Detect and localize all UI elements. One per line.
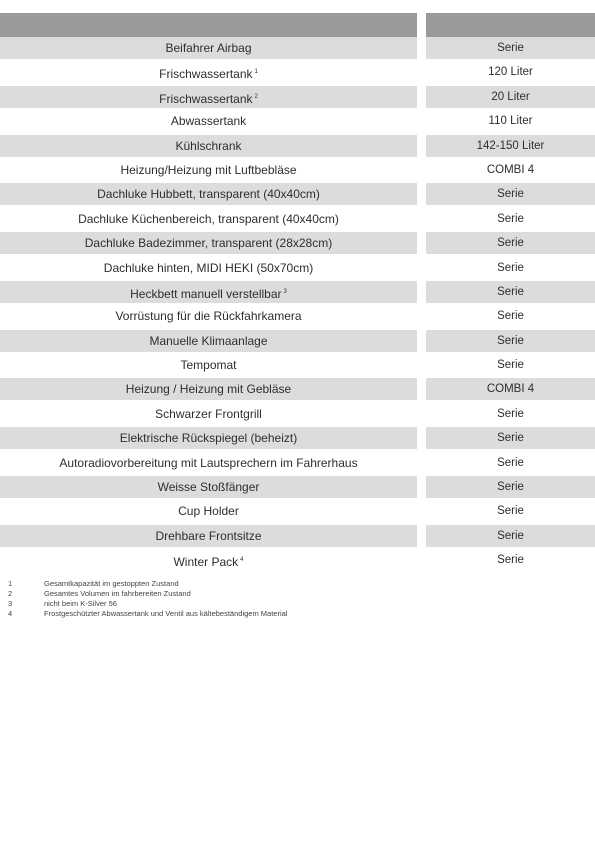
feature-label-text: Vorrüstung für die Rückfahrkamera xyxy=(115,309,302,324)
feature-label xyxy=(0,378,417,400)
table-row xyxy=(0,135,595,159)
table-row xyxy=(0,403,595,427)
feature-value: Serie xyxy=(497,554,524,567)
table-row xyxy=(0,61,595,85)
feature-value: Serie xyxy=(497,359,524,372)
feature-table xyxy=(0,37,595,574)
feature-label-text: Dachluke Küchenbereich, transparent (40x40cm) xyxy=(78,211,339,226)
feature-label-text: Dachluke hinten, MIDI HEKI (50x70cm) xyxy=(103,260,314,275)
feature-label-text: Kühlschrank xyxy=(175,138,242,153)
feature-label xyxy=(0,232,417,254)
feature-label xyxy=(0,549,417,571)
feature-label-text: Frischwassertank xyxy=(159,67,253,82)
feature-label-text: Heckbett manuell verstellbar xyxy=(130,286,282,301)
feature-label-text: Frischwassertank xyxy=(159,91,253,106)
feature-value: Serie xyxy=(497,310,524,323)
table-row xyxy=(0,208,595,232)
feature-value: Serie xyxy=(426,183,595,205)
feature-label-text: Beifahrer Airbag xyxy=(165,41,252,55)
feature-label xyxy=(0,427,417,449)
feature-value: Serie xyxy=(497,407,524,420)
feature-label xyxy=(0,305,417,327)
feature-label xyxy=(0,525,417,547)
footnote-number: 1 xyxy=(8,579,13,588)
footnote-marker: 4 xyxy=(240,557,244,564)
feature-value: Serie xyxy=(426,427,595,449)
feature-value: Serie xyxy=(426,525,595,547)
feature-label-text: Abwassertank xyxy=(170,114,247,129)
feature-label xyxy=(0,500,417,522)
feature-label xyxy=(0,330,417,352)
feature-label-text: Heizung/Heizung mit Luftbebläse xyxy=(120,162,297,177)
footnote-number: 4 xyxy=(8,609,13,618)
feature-label xyxy=(0,135,417,157)
table-row xyxy=(0,549,595,573)
feature-value: Serie xyxy=(497,212,524,225)
feature-label xyxy=(0,257,417,279)
feature-value: Serie xyxy=(426,281,595,303)
table-row xyxy=(0,378,595,402)
footnote-marker: 1 xyxy=(254,69,258,76)
table-row xyxy=(0,305,595,329)
feature-value: Serie xyxy=(497,456,524,469)
feature-label xyxy=(0,403,417,425)
footnote-marker: 3 xyxy=(283,288,287,295)
table-row xyxy=(0,159,595,183)
feature-label-text: Winter Pack xyxy=(173,555,239,570)
feature-label xyxy=(0,159,417,181)
feature-label-text: Autoradiovorbereitung mit Lautsprechern im Fahrerhaus xyxy=(59,455,358,470)
feature-label-text: Weisse Stoßfänger xyxy=(157,480,260,495)
feature-label-text: Heizung / Heizung mit Gebläse xyxy=(125,382,292,397)
feature-label-text: Drehbare Frontsitze xyxy=(155,528,262,543)
feature-label xyxy=(0,61,417,83)
feature-value: Serie xyxy=(426,37,595,59)
feature-label-text: Dachluke Hubbett, transparent (40x40cm) xyxy=(97,187,320,202)
feature-label xyxy=(0,452,417,474)
table-row xyxy=(0,110,595,134)
table-row xyxy=(0,86,595,110)
feature-label xyxy=(0,86,417,108)
footnote-number: 2 xyxy=(8,589,13,598)
feature-value: 120 Liter xyxy=(488,66,533,79)
feature-value: 20 Liter xyxy=(426,86,595,108)
table-row xyxy=(0,232,595,256)
table-row xyxy=(0,281,595,305)
feature-label-text: Schwarzer Frontgrill xyxy=(155,406,262,421)
feature-label xyxy=(0,281,417,303)
footnote-text: nicht beim K-Silver 56 xyxy=(44,599,117,608)
table-row xyxy=(0,183,595,207)
footnote-number: 3 xyxy=(8,599,13,608)
table-header-left xyxy=(0,13,417,37)
table-row xyxy=(0,37,595,61)
feature-value: Serie xyxy=(426,330,595,352)
feature-label xyxy=(0,354,417,376)
feature-value: Serie xyxy=(497,505,524,518)
feature-label xyxy=(0,183,417,205)
table-row xyxy=(0,476,595,500)
feature-value: 110 Liter xyxy=(488,115,533,128)
feature-value: Serie xyxy=(426,476,595,498)
feature-label xyxy=(0,476,417,498)
footnote-text: Frostgeschützter Abwassertank und Ventil aus kältebeständigem Material xyxy=(44,609,288,618)
feature-value: COMBI 4 xyxy=(486,163,535,176)
table-row xyxy=(0,330,595,354)
table-header-right xyxy=(426,13,595,37)
feature-label-text: Dachluke Badezimmer, transparent (28x28cm) xyxy=(84,236,333,251)
feature-label-text: Manuelle Klimaanlage xyxy=(149,333,268,348)
feature-label-text: Elektrische Rückspiegel (beheizt) xyxy=(119,431,298,446)
feature-label xyxy=(0,37,417,59)
table-row xyxy=(0,354,595,378)
table-row xyxy=(0,525,595,549)
feature-value: 142-150 Liter xyxy=(426,135,595,157)
footnote-text: Gesamtkapazität im gestoppten Zustand xyxy=(44,579,179,588)
feature-value: Serie xyxy=(426,232,595,254)
table-row xyxy=(0,452,595,476)
footnote-marker: 2 xyxy=(254,93,258,100)
table-row xyxy=(0,257,595,281)
feature-label xyxy=(0,208,417,230)
feature-value: COMBI 4 xyxy=(426,378,595,400)
table-row xyxy=(0,427,595,451)
table-row xyxy=(0,500,595,524)
feature-label-text: Cup Holder xyxy=(178,504,239,519)
footnote-text: Gesamtes Volumen im fahrbereiten Zustand xyxy=(44,589,191,598)
feature-label-text: Tempomat xyxy=(180,358,237,373)
feature-value: Serie xyxy=(497,261,524,274)
feature-label xyxy=(0,110,417,132)
